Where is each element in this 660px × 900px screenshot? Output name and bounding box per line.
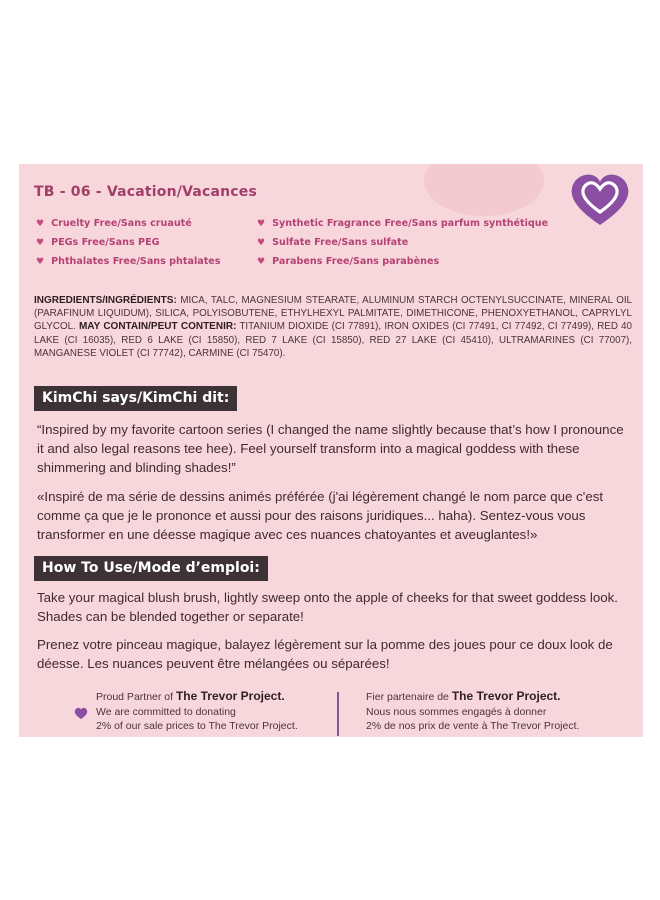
heart-bullet-icon: ♥ (36, 257, 45, 267)
claim-item: ♥ Sulfate Free/Sans sulfate (257, 237, 409, 248)
heart-icon (568, 171, 632, 229)
partner-heart-icon (74, 707, 88, 720)
kimchi-quote-en: “Inspired by my favorite cartoon series (I changed the name slightly because that’s how I pronounce it and also legal reasons tee hee). Feel yourself transform into a magical goddess with these shimmering and blinding shades!” (37, 422, 624, 476)
claim-item: ♥ Parabens Free/Sans parabènes (257, 256, 440, 267)
how-to-use-header: How To Use/Mode d’emploi: (34, 556, 268, 581)
product-label-card (19, 164, 643, 737)
product-title: TB - 06 - Vacation/Vacances (34, 184, 258, 200)
ingredients-text (34, 294, 632, 360)
heart-bullet-icon: ♥ (257, 219, 266, 229)
divider (337, 692, 339, 736)
heart-bullet-icon: ♥ (257, 257, 266, 267)
trevor-project-name: The Trevor Project. (175, 689, 285, 703)
heart-bullet-icon: ♥ (36, 238, 45, 248)
may-contain-list: TITANIUM DIOXIDE (CI 77891), IRON OXIDES (CI 77491, CI 77492, CI 77499), RED 40 LAKE (CI 16035), RED 6 LAKE (CI 15850), RED 7 LAKE (CI 15850), RED 27 LAKE (CI 45410), ULTRAMARINES (CI 77007), MANGANESE VIOLET (CI 77742), CARMINE (CI 75470). (34, 321, 633, 359)
claim-item: ♥ PEGs Free/Sans PEG (36, 237, 160, 248)
kimchi-says-header: KimChi says/KimChi dit: (34, 386, 237, 411)
ingredients-label: INGREDIENTS/INGRÉDIENTS: (34, 295, 177, 306)
heart-bullet-icon: ♥ (36, 219, 45, 229)
kimchi-quote-fr: «Inspiré de ma série de dessins animés préférée (j'ai légèrement changé le nom parce que c'est comme ça que je le prononce et aussi pour des raisons juridiques... haha). Sentez-vous vous transformer en une déesse magique avec ces nuances chatoyantes et aveuglantes!» (37, 489, 604, 543)
claim-item: ♥ Synthetic Fragrance Free/Sans parfum synthétique (257, 218, 549, 229)
may-contain-label: MAY CONTAIN/PEUT CONTENIR: (78, 321, 237, 333)
decorative-circle (424, 164, 544, 216)
trevor-project-name: The Trevor Project. (451, 689, 561, 703)
claim-item: ♥ Cruelty Free/Sans cruauté (36, 218, 192, 229)
how-to-use-en: Take your magical blush brush, lightly sweep onto the apple of cheeks for that sweet goddess look. Shades can be blended together or separate! (37, 590, 618, 625)
claim-item: ♥ Phthalates Free/Sans phtalates (36, 256, 221, 267)
partner-block-en: Proud Partner of The Trevor Project. We are committed to donating 2% of our sale prices to The Trevor Project. (96, 689, 298, 732)
heart-bullet-icon: ♥ (257, 238, 266, 248)
ingredients-list: MICA, TALC, MAGNESIUM STEARATE, ALUMINUM STARCH OCTENYLSUCCINATE, MINERAL OIL (PARAFINUM LIQUIDUM), SILICA, POLYISOBUTENE, ETHYLHEXYL PALMITATE, DIMETHICONE, PHENOXYETHANOL, CAPRYLYL GLYCOL. (34, 295, 632, 333)
how-to-use-fr: Prenez votre pinceau magique, balayez légèrement sur la pomme des joues pour ce doux look de déesse. Les nuances peuvent être mélangées ou séparées! (37, 637, 613, 672)
partner-block-fr: Fier partenaire de The Trevor Project. Nous nous sommes engagés à donner 2% de nos prix de vente à The Trevor Project. (366, 689, 580, 732)
